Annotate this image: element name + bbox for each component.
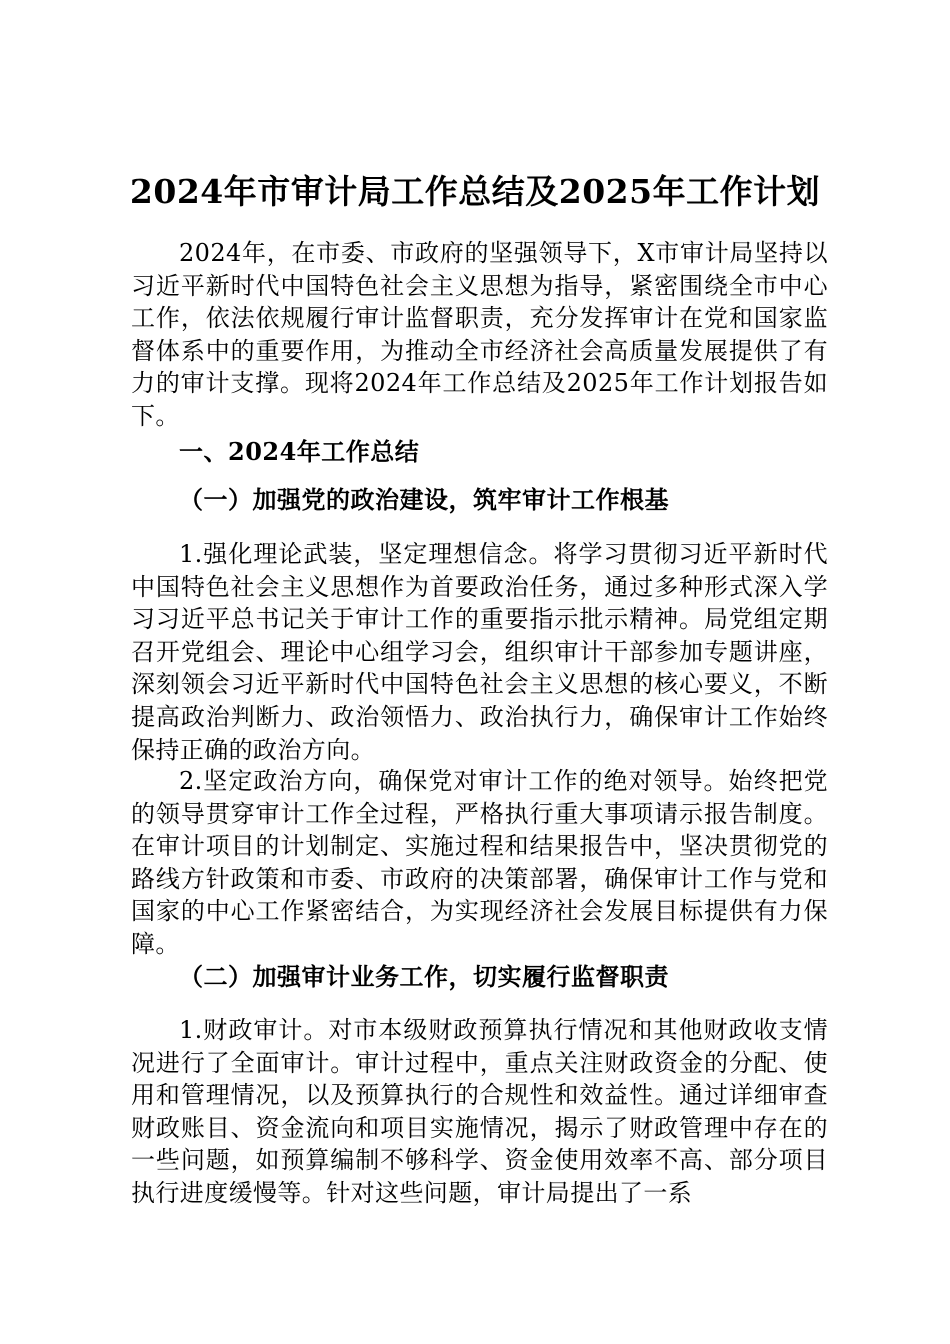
subsection-heading-party-building: （一）加强党的政治建设，筑牢审计工作根基 [179, 485, 669, 514]
subsection-heading-audit-business: （二）加强审计业务工作，切实履行监督职责 [179, 962, 669, 991]
intro-paragraph: 2024年，在市委、市政府的坚强领导下，X市审计局坚持以习近平新时代中国特色社会主义思想为指导，紧密围绕全市中心工作，依法依规履行审计监督职责，充分发挥审计在党和国家监督体系中的重要作用，为推动全市经济社会高质量发展提供了有力的审计支撑。现将2024年工作总结及2025年工作计划报告如下。 [131, 239, 828, 430]
paragraph-theory-study: 1.强化理论武装，坚定理想信念。将学习贯彻习近平新时代中国特色社会主义思想作为首要政治任务，通过多种形式深入学习习近平总书记关于审计工作的重要指示批示精神。局党组定期召开党组会、理论中心组学习会，组织审计干部参加专题讲座，深刻领会习近平新时代中国特色社会主义思想的核心要义，不断提高政治判断力、政治领悟力、政治执行力，确保审计工作始终保持正确的政治方向。 [131, 540, 828, 764]
section-heading-2024-summary: 一、2024年工作总结 [179, 437, 420, 466]
document-title: 2024年市审计局工作总结及2025年工作计划 [129, 172, 821, 211]
paragraph-political-direction: 2.坚定政治方向，确保党对审计工作的绝对领导。始终把党的领导贯穿审计工作全过程，严格执行重大事项请示报告制度。在审计项目的计划制定、实施过程和结果报告中，坚决贯彻党的路线方针政策和市委、市政府的决策部署，确保审计工作与党和国家的中心工作紧密结合，为实现经济社会发展目标提供有力保障。 [131, 767, 828, 958]
paragraph-fiscal-audit: 1.财政审计。对市本级财政预算执行情况和其他财政收支情况进行了全面审计。审计过程中，重点关注财政资金的分配、使用和管理情况，以及预算执行的合规性和效益性。通过详细审查财政账目、资金流向和项目实施情况，揭示了财政管理中存在的一些问题，如预算编制不够科学、资金使用效率不高、部分项目执行进度缓慢等。针对这些问题，审计局提出了一系 [131, 1016, 828, 1207]
